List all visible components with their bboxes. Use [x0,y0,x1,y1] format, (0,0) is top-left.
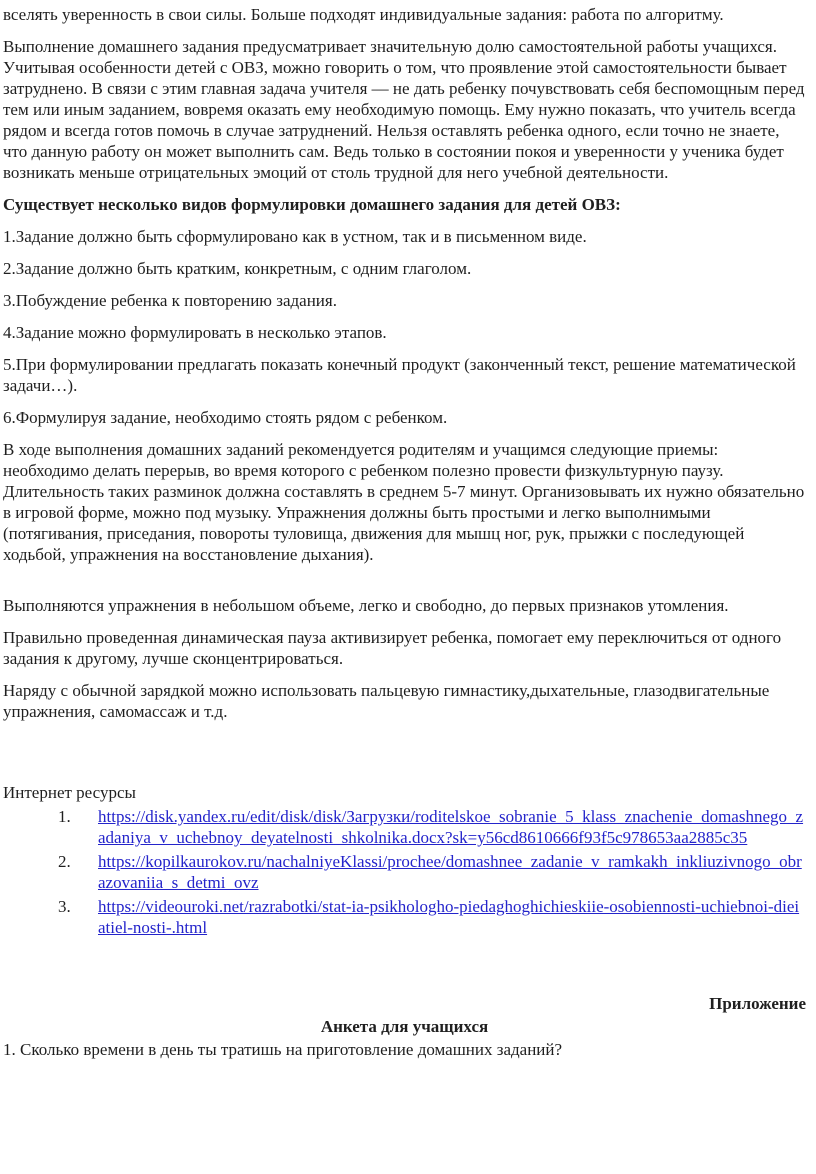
vertical-spacer [3,941,806,993]
survey-question: 1. Сколько времени в день ты тратишь на приготовление домашних заданий? [3,1040,563,1059]
paragraph-continuation: вселять уверенность в свои силы. Больше подходят индивидуальные задания: работа по алгоритму. [3,5,724,24]
paragraph-homework-independence: Выполнение домашнего задания предусматривает значительную долю самостоятельной работы учащихся. Учитывая особенности детей с ОВЗ, можно говорить о том, что проявление этой самостоятельности бывает затруднено. В связи с этим главная задача учителя — не дать ребенку почувствовать себя беспомощным перед тем или иным заданием, вовремя оказать ему необходимую помощь. Ему нужно показать, что учитель всегда рядом и всегда готов помочь в случае затруднений. Нельзя оставлять ребенка одного, если точно не знаете, что данную работу он может выполнить сам. Ведь только в состоянии покоя и уверенности у ученика будет возникать меньше отрицательных эмоций от столь трудной для него учебной деятельности. [3,37,805,182]
resource-link-kopilkaurokov[interactable]: https://kopilkaurokov.ru/nachalniyeKlassi/prochee/domashnee_zadanie_v_ramkakh_inkliuzivnogo_obrazovaniia_s_detmi_ovz [98,852,802,892]
resource-item [3,896,806,938]
paragraph-dynamic-pause: Правильно проведенная динамическая пауза активизирует ребенка, помогает ему переключиться от одного задания к другому, лучше сконцентрироваться. [3,628,782,668]
survey-title: Анкета для учащихся [320,1017,489,1036]
resource-item [3,806,806,848]
list-number: 3. [58,897,71,916]
appendix-label: Приложение [709,994,806,1013]
paragraph-physical-pause: В ходе выполнения домашних заданий рекомендуется родителям и учащимся следующие приемы: необходимо делать перерыв, во время которого с ребенком полезно провести физкультурную паузу. Длительность таких разминок должна составлять в среднем 5-7 минут. Организовывать их нужно обязательно в игровой форме, можно под музыку. Упражнения должны быть простыми и легко выполнимыми (потягивания, приседания, повороты туловища, движения для мышц ног, рук, прыжки с последующей ходьбой, упражнения на восстановление дыхания). [3,440,805,564]
paragraph-exercise-volume: Выполняются упражнения в небольшом объеме, легко и свободно, до первых признаков утомления. [3,596,729,615]
numbered-item-6: 6.Формулируя задание, необходимо стоять рядом с ребенком. [3,408,448,427]
resource-link-yandex-disk[interactable]: https://disk.yandex.ru/edit/disk/disk/Загрузки/roditelskoe_sobranie_5_klass_znachenie_domashnego_zadaniya_v_uchebnoy_deyatelnosti_shkolnika.docx?sk=y56cd8610666f93f5c978653aa2885c35 [98,807,804,847]
numbered-item-1: 1.Задание должно быть сформулировано как в устном, так и в письменном виде. [3,227,587,246]
list-number: 1. [58,807,71,826]
numbered-item-5: 5.При формулировании предлагать показать конечный продукт (законченный текст, решение математической задачи…). [3,355,796,395]
resource-link-videouroki[interactable]: https://videouroki.net/razrabotki/stat-ia-psikhologho-piedaghoghichieskiie-osobiennosti-uchiebnoi-dieiatiel-nosti-.html [98,897,800,937]
section-heading: Существует несколько видов формулировки домашнего задания для детей ОВЗ: [3,195,621,214]
numbered-item-2: 2.Задание должно быть кратким, конкретным, с одним глаголом. [3,259,472,278]
vertical-spacer [3,733,806,782]
numbered-item-3: 3.Побуждение ребенка к повторению задания. [3,291,337,310]
resource-item [3,851,806,893]
resources-title: Интернет ресурсы [3,783,136,802]
resources-list [3,806,806,938]
paragraph-other-gymnastics: Наряду с обычной зарядкой можно использовать пальцевую гимнастику,дыхательные, глазодвигательные упражнения, самомассаж и т.д. [3,681,770,721]
list-number: 2. [58,852,71,871]
numbered-item-4: 4.Задание можно формулировать в несколько этапов. [3,323,387,342]
